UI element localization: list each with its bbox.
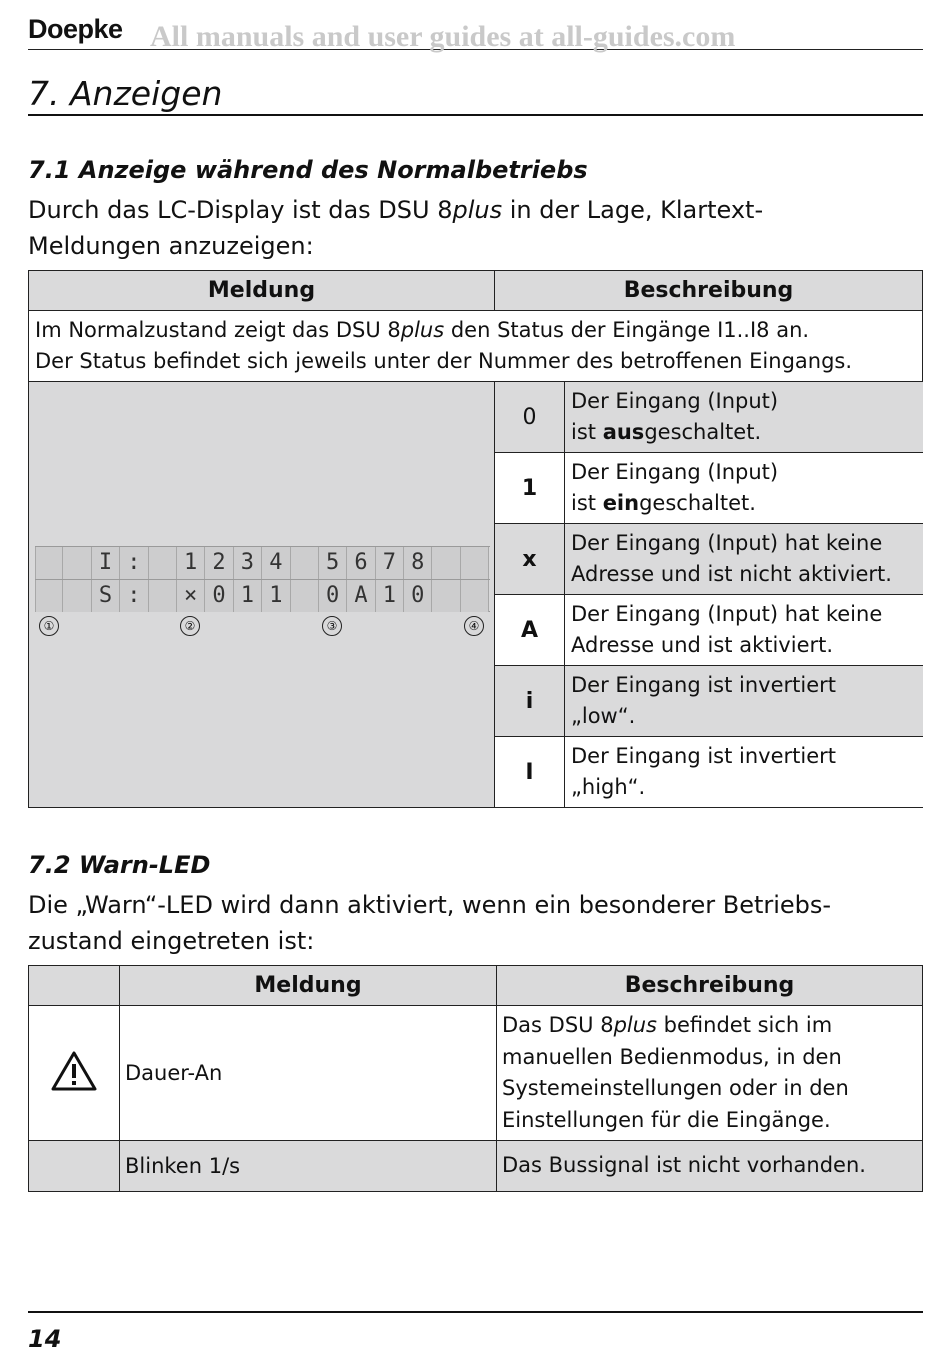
lcd-cell: 1 [177,547,205,579]
status-symbol: x [495,524,565,595]
lcd-cell: 7 [376,547,404,579]
lcd-cell [149,547,177,579]
lcd-cell [35,580,63,612]
message-cell: Dauer-An [120,1006,497,1141]
page-header [28,10,923,53]
table-header-row [29,271,923,311]
description-cell [497,1006,923,1141]
empty-icon-cell [29,1141,120,1192]
lcd-cell [461,580,489,612]
desc-text: ist [571,491,603,515]
section-title-7-2: 7.2 Warn-LED [28,851,211,879]
status-description [565,382,923,453]
column-header-icon [29,966,120,1006]
section-intro-7-1 [28,192,923,264]
lcd-cell: 1 [376,580,404,612]
lcd-cell: 0 [319,580,347,612]
desc-text: Der Eingang (Input) hat keine [571,602,883,626]
status-description [565,666,923,737]
intro-text: Durch das LC-Display ist das DSU 8 [28,196,453,224]
lcd-cell: : [120,547,148,579]
lcd-cell [149,580,177,612]
lcd-cell: 5 [319,547,347,579]
column-header-message: Meldung [29,271,495,311]
marker-3: ③ [322,616,342,636]
info-cell [29,311,923,382]
info-italic: plus [400,318,445,342]
desc-text: Der Eingang (Input) [571,389,779,413]
desc-text: befindet sich im [656,1013,833,1037]
desc-text: Der Eingang ist invertiert [571,673,836,697]
lcd-cell: S [92,580,120,612]
description-cell: Das Bussignal ist nicht vorhanden. [497,1141,923,1192]
desc-text: Der Eingang (Input) hat keine [571,531,883,555]
desc-text: Das DSU 8 [502,1013,614,1037]
marker-4: ④ [464,616,484,636]
marker-1: ① [39,616,59,636]
lcd-cell: : [120,580,148,612]
table-row [29,382,923,453]
message-cell: Blinken 1/s [120,1141,497,1192]
lcd-row-status [35,579,490,612]
intro-text: Meldungen anzuzeigen: [28,232,314,260]
info-text: Im Normalzustand zeigt das DSU 8 [35,318,401,342]
lcd-cell [291,547,319,579]
chapter-title: 7. Anzeigen [28,72,923,116]
lcd-cell: 8 [404,547,432,579]
lcd-cell: 1 [262,580,290,612]
lcd-cell: 4 [262,547,290,579]
intro-text: zustand eingetreten ist: [28,927,315,955]
watermark: All manuals and user guides at all-guides.com [150,20,736,53]
status-description [565,595,923,666]
desc-bold: aus [602,420,645,444]
info-row [29,311,923,382]
column-header-description: Beschreibung [497,966,923,1006]
lcd-row-inputs [35,546,490,579]
lcd-cell [461,547,489,579]
warning-icon [50,1050,98,1092]
lcd-cell [63,580,91,612]
info-text: den Status der Eingänge I1..I8 an. [444,318,810,342]
desc-bold: ein [602,491,640,515]
lcd-cell: 3 [234,547,262,579]
desc-text: ist [571,420,603,444]
page-number: 14 [28,1325,62,1353]
status-symbol: I [495,737,565,808]
desc-text: manuellen Bedienmodus, in den [502,1044,842,1069]
table-row [29,1141,923,1192]
status-symbol: A [495,595,565,666]
lcd-cell [432,547,460,579]
status-description [565,737,923,808]
intro-italic: plus [452,196,503,224]
lcd-cell [63,547,91,579]
desc-text: Adresse und ist nicht aktiviert. [571,562,892,586]
lcd-cell: 6 [347,547,375,579]
lcd-markers [29,616,495,642]
desc-text: „low“. [571,704,636,728]
lcd-cell: 2 [205,547,233,579]
lcd-display-illustration [29,382,495,808]
table-header-row [29,966,923,1006]
lcd-cell [432,580,460,612]
lcd-cell: 1 [234,580,262,612]
lcd-display [35,546,490,612]
desc-text: Einstellungen für die Eingänge. [502,1107,831,1132]
status-symbol: 1 [495,453,565,524]
desc-text: geschaltet. [644,420,762,444]
footer-rule [28,1311,923,1313]
intro-text: Die „Warn“-LED wird dann aktiviert, wenn ein besonderer Betriebs- [28,891,832,919]
column-header-description: Beschreibung [495,271,923,311]
status-symbol: i [495,666,565,737]
marker-2: ② [180,616,200,636]
desc-text: „high“. [571,775,646,799]
status-description [565,524,923,595]
lcd-cell: I [92,547,120,579]
lcd-cell: 0 [404,580,432,612]
status-symbol: 0 [495,382,565,453]
desc-text: Systemeinstellungen oder in den [502,1076,849,1100]
table-row [29,1006,923,1141]
desc-text: Der Eingang ist invertiert [571,744,836,768]
status-description [565,453,923,524]
lcd-cell: × [177,580,205,612]
column-header-message: Meldung [120,966,497,1006]
display-status-table [28,270,923,808]
desc-text: Adresse und ist aktiviert. [571,633,834,657]
section-intro-7-2 [28,887,923,959]
desc-text: Der Eingang (Input) [571,460,779,484]
warning-icon-cell [29,1006,120,1141]
brand-logo: Doepke [28,14,123,44]
intro-text: in der Lage, Klartext- [502,196,764,224]
desc-text: geschaltet. [639,491,756,515]
lcd-cell: A [347,580,375,612]
lcd-cell [291,580,319,612]
warn-led-table [28,965,923,1192]
desc-italic: plus [613,1013,657,1037]
section-title-7-1: 7.1 Anzeige während des Normalbetriebs [28,156,588,184]
lcd-cell [35,547,63,579]
info-text: Der Status befindet sich jeweils unter der Nummer des betroffenen Eingangs. [35,349,853,373]
lcd-cell: 0 [205,580,233,612]
